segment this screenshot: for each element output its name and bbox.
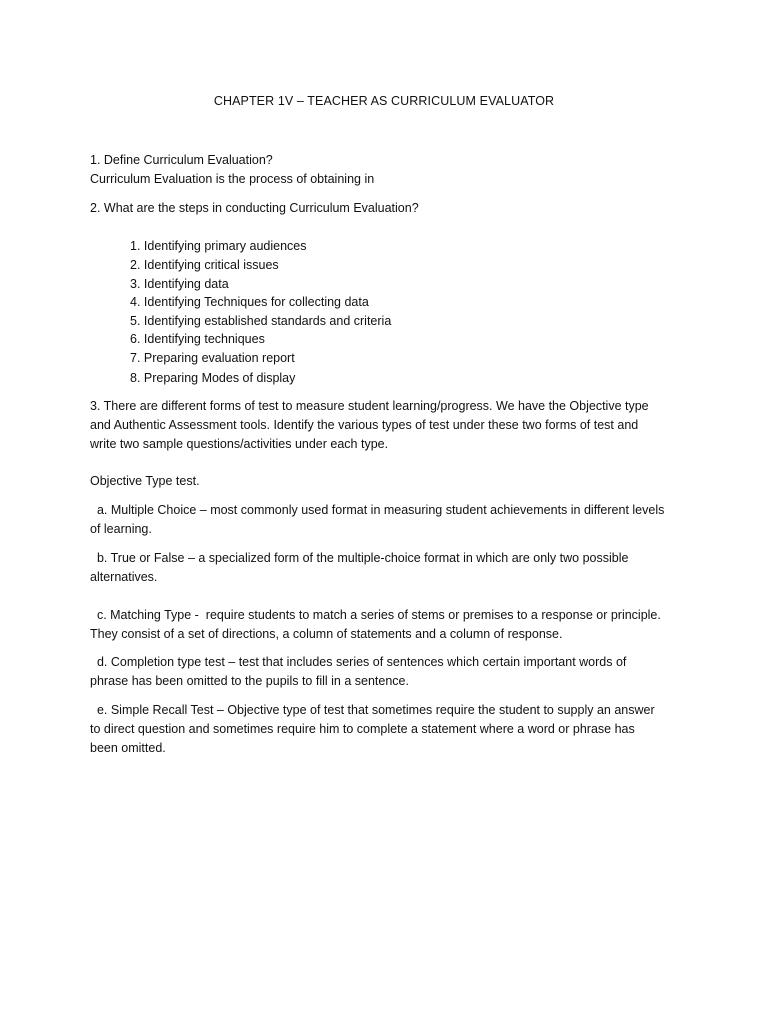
test-type-line: alternatives. [90, 570, 158, 584]
step-item: 2. Identifying critical issues [130, 258, 279, 272]
page-title: CHAPTER 1V – TEACHER AS CURRICULUM EVALUATOR [213, 94, 555, 108]
test-type-item [90, 701, 690, 758]
test-type-line: e. Simple Recall Test – Objective type of test that sometimes require the student to supply an answer [90, 703, 655, 717]
answer-1: Curriculum Evaluation is the process of obtaining in [90, 172, 375, 186]
question-3-line: and Authentic Assessment tools. Identify the various types of test under these two forms of test and [90, 418, 639, 432]
question-3-line: 3. There are different forms of test to measure student learning/progress. We have the Objective type [90, 399, 649, 413]
test-type-item [90, 653, 690, 691]
question-2: 2. What are the steps in conducting Curriculum Evaluation? [90, 201, 419, 215]
step-item: 6. Identifying techniques [130, 332, 265, 346]
objective-type-heading: Objective Type test. [90, 474, 200, 488]
question-3-line: write two sample questions/activities under each type. [90, 437, 389, 451]
test-type-item [90, 606, 690, 644]
test-type-line: a. Multiple Choice – most commonly used format in measuring student achievements in different levels [90, 503, 665, 517]
test-type-line: c. Matching Type - require students to match a series of stems or premises to a response or principle. [90, 608, 661, 622]
test-type-line: b. True or False – a specialized form of the multiple-choice format in which are only two possible [90, 551, 629, 565]
test-type-line: to direct question and sometimes require him to complete a statement where a word or phrase has [90, 722, 635, 736]
test-type-line: of learning. [90, 522, 152, 536]
question-3 [90, 397, 690, 454]
step-item: 8. Preparing Modes of display [130, 371, 296, 385]
test-type-line: been omitted. [90, 741, 166, 755]
step-item: 7. Preparing evaluation report [130, 351, 295, 365]
test-type-line: They consist of a set of directions, a column of statements and a column of response. [90, 627, 563, 641]
step-item: 1. Identifying primary audiences [130, 239, 307, 253]
question-1: 1. Define Curriculum Evaluation? [90, 153, 273, 167]
step-item: 3. Identifying data [130, 277, 229, 291]
step-item: 4. Identifying Techniques for collecting data [130, 295, 369, 309]
test-type-item [90, 549, 690, 587]
step-item: 5. Identifying established standards and criteria [130, 314, 392, 328]
test-type-line: d. Completion type test – test that includes series of sentences which certain important words of [90, 655, 627, 669]
test-type-line: phrase has been omitted to the pupils to fill in a sentence. [90, 674, 409, 688]
test-type-item [90, 501, 690, 539]
